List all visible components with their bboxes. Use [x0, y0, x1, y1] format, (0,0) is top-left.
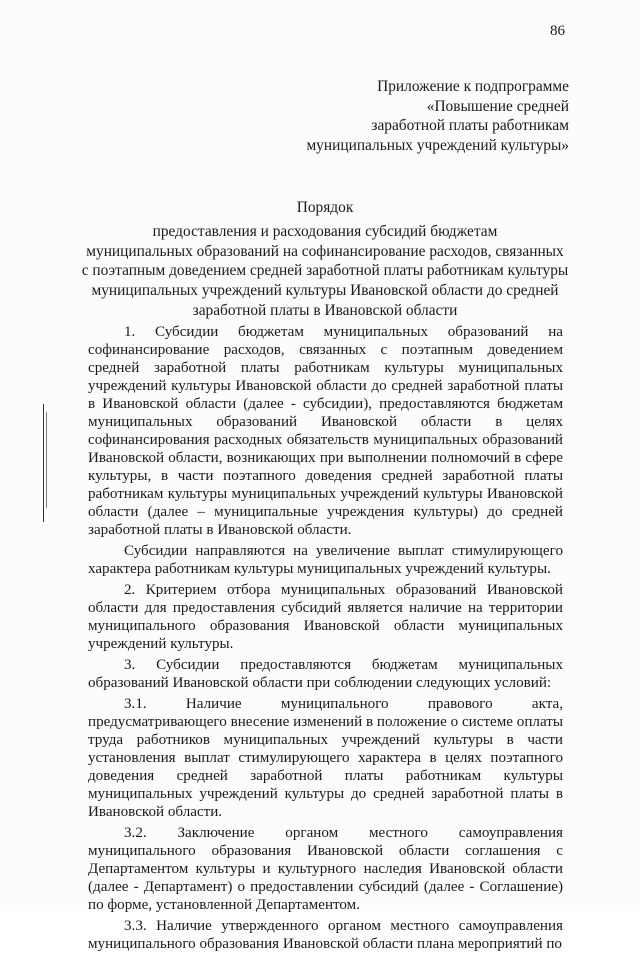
appendix-line: заработной платы работникам [371, 117, 569, 134]
document-body [88, 320, 563, 953]
paragraph-3-1: 3.1. Наличие муниципального правового акта, предусматривающего внесение изменений в положение о системе оплаты труда работников муниципальных учреждений культуры в части установления выплат стимулирующего характера в целях поэтапного доведения средней заработной платы работникам культуры муниципальных учреждений культуры до средней заработной платы в Ивановской области. [88, 696, 563, 820]
margin-scan-mark [43, 404, 44, 522]
paragraph-3: 3. Субсидии предоставляются бюджетам муниципальных образований Ивановской области при соблюдении следующих условий: [88, 657, 563, 691]
appendix-line: муниципальных учреждений культуры» [306, 136, 569, 154]
paragraph-1: 1. Субсидии бюджетам муниципальных образований на софинансирование расходов, связанных с поэтапным доведением средней заработной платы работникам культуры муниципальных учреждений культуры Ивановской области до средней заработной платы в Ивановской области (далее - субсидии), предоставляются бюджетам муниципальных образований Ивановской области в целях софинансирования расходных обязательств муниципальных образований Ивановской области, возникающих при выполнении полномочий в сфере культуры, в части поэтапного доведения средней заработной платы работникам культуры муниципальных учреждений культуры Ивановской области (далее – муниципальные учреждения культуры) до средней заработной платы в Ивановской области. [88, 324, 563, 538]
margin-scan-mark [46, 412, 47, 508]
document-title [72, 198, 578, 321]
title-line: заработной платы в Ивановской области [192, 301, 458, 319]
title-heading: Порядок [296, 199, 354, 216]
title-line: предоставления и расходования субсидий бюджетам [152, 222, 498, 240]
title-line: муниципальных образований на софинансирование расходов, связанных [86, 242, 564, 260]
appendix-caption [306, 77, 569, 155]
page-number: 86 [550, 23, 565, 39]
title-line: муниципальных учреждений культуры Ивановской области до средней [91, 282, 559, 300]
title-line: с поэтапным доведением средней заработной платы работникам культуры [81, 262, 569, 280]
paragraph-1-continued: Субсидии направляются на увеличение выплат стимулирующего характера работникам культуры муниципальных учреждений культуры. [88, 543, 563, 577]
paragraph-3-2: 3.2. Заключение органом местного самоуправления муниципального образования Ивановской области соглашения с Департаментом культуры и культурного наследия Ивановской области (далее - Департамент) о предоставлении субсидий (далее - Соглашение) по форме, установленной Департаментом. [88, 825, 563, 913]
paragraph-2: 2. Критерием отбора муниципальных образований Ивановской области для предоставления субсидий является наличие на территории муниципального образования Ивановской области муниципальных учреждений культуры. [88, 582, 563, 652]
appendix-line: «Повышение средней [426, 97, 569, 115]
appendix-line: Приложение к подпрограмме [377, 78, 569, 95]
paragraph-3-3: 3.3. Наличие утвержденного органом местного самоуправления муниципального образования Ивановской области плана мероприятий по [88, 918, 563, 952]
